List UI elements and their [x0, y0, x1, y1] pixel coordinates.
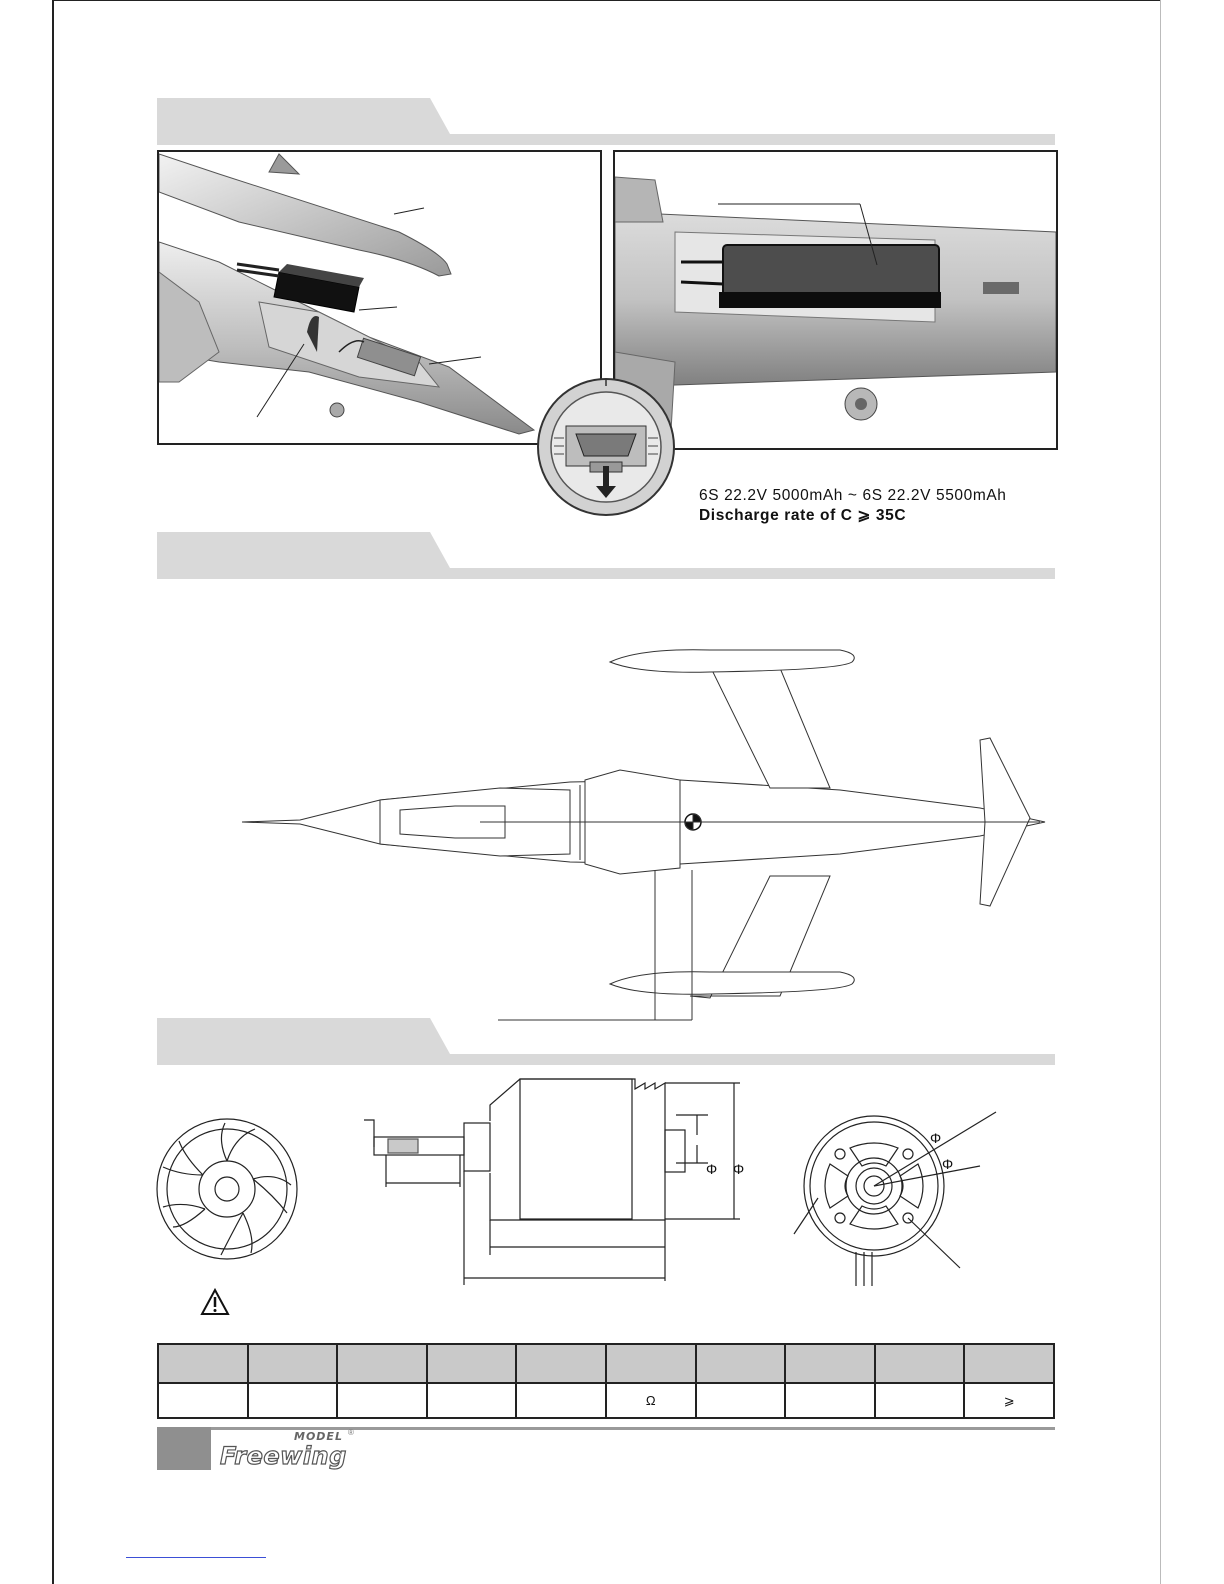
link-underline[interactable]: [126, 1557, 266, 1558]
table-cell: [427, 1383, 517, 1418]
page-number-box: [157, 1427, 211, 1470]
logo-registered-mark: ®: [348, 1428, 354, 1437]
latch-detail-inset: [536, 376, 676, 518]
motor-side-view: [360, 1075, 750, 1290]
table-cell: ⩾: [964, 1383, 1054, 1418]
motor-rear-view: [790, 1110, 1000, 1290]
freewing-logo: [220, 1428, 360, 1474]
motor-spec-table: [157, 1343, 1055, 1419]
battery-installed-illustration: [613, 150, 1058, 450]
aircraft-top-view-drawing: [240, 640, 1050, 1025]
table-cell: [785, 1383, 875, 1418]
table-header-cell: [248, 1344, 338, 1383]
table-header-cell: [785, 1344, 875, 1383]
battery-spec-line: 6S 22.2V 5000mAh ~ 6S 22.2V 5500mAh: [699, 487, 1007, 504]
table-header-cell: [696, 1344, 786, 1383]
table-cell: [875, 1383, 965, 1418]
battery-spec-text: [699, 486, 1059, 526]
warning-icon: [200, 1288, 230, 1316]
section-header-motor: [157, 1018, 1055, 1065]
dimension-symbol-2: Φ: [733, 1161, 745, 1177]
page-border-left: [52, 0, 54, 1584]
table-header-row: [158, 1344, 1054, 1383]
dimension-symbol-1: Φ: [706, 1161, 718, 1177]
table-header-cell: [427, 1344, 517, 1383]
page-border-top: [52, 0, 1160, 1]
table-cell: [158, 1383, 248, 1418]
table-cell: Ω: [606, 1383, 696, 1418]
table-cell: [337, 1383, 427, 1418]
dimension-symbol-3: Φ: [930, 1130, 942, 1146]
section-header-battery: [157, 98, 1055, 145]
table-header-cell: [337, 1344, 427, 1383]
table-header-cell: [606, 1344, 696, 1383]
table-cell: [516, 1383, 606, 1418]
table-cell: [696, 1383, 786, 1418]
dimension-symbol-4: Φ: [942, 1156, 954, 1172]
table-row: [158, 1383, 1054, 1418]
table-cell: [248, 1383, 338, 1418]
table-header-cell: [875, 1344, 965, 1383]
table-header-cell: [516, 1344, 606, 1383]
table-header-cell: [964, 1344, 1054, 1383]
logo-brand-text: Freewing: [220, 1442, 347, 1470]
table-header-cell: [158, 1344, 248, 1383]
logo-sub-text: MODEL: [294, 1430, 343, 1443]
section-header-cg: [157, 532, 1055, 579]
discharge-rate-line: Discharge rate of C ⩾ 35C: [699, 507, 907, 524]
page-border-right: [1160, 0, 1161, 1584]
motor-front-view: [155, 1117, 300, 1262]
